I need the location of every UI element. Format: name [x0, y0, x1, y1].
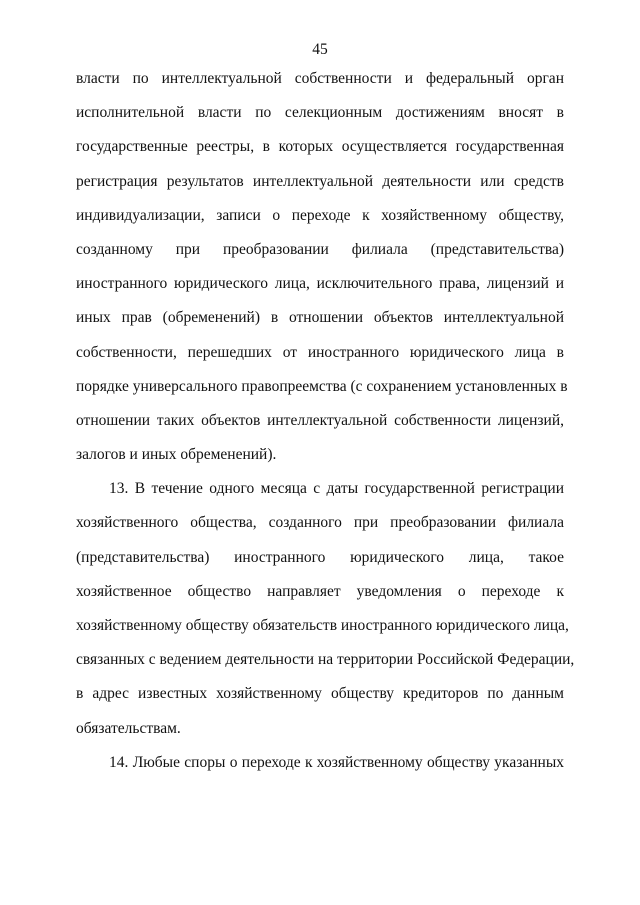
paragraph-item-14 — [76, 753, 564, 787]
text-line: хозяйственное общество направляет уведомления о переходе к — [76, 582, 564, 600]
paragraph — [76, 69, 568, 479]
text-line: собственности, перешедших от иностранного юридического лица в — [76, 343, 564, 361]
page-number: 45 — [312, 41, 328, 58]
document-body — [76, 69, 575, 787]
text-line: хозяйственного общества, созданного при преобразовании филиала — [76, 514, 564, 532]
text-line: государственные реестры, в которых осуществляется государственная — [76, 138, 564, 156]
text-line: регистрация результатов интеллектуальной деятельности или средств — [76, 172, 564, 190]
text-line: исполнительной власти по селекционным достижениям вносят в — [76, 104, 564, 122]
text-line: 13. В течение одного месяца с даты государственной регистрации — [109, 480, 564, 498]
text-line: иностранного юридического лица, исключительного права, лицензий и — [76, 275, 564, 293]
text-line: созданному при преобразовании филиала (представительства) — [76, 240, 564, 258]
text-line: власти по интеллектуальной собственности и федеральный орган — [76, 70, 564, 87]
text-line: 14. Любые споры о переходе к хозяйственному обществу указанных — [109, 753, 564, 771]
text-line: иных прав (обременений) в отношении объектов интеллектуальной — [76, 309, 564, 327]
text-line: связанных с ведением деятельности на территории Российской Федерации, — [76, 651, 575, 669]
paragraph-item-13 — [76, 479, 575, 753]
text-line: обязательствам. — [76, 719, 181, 737]
text-line: в адрес известных хозяйственному обществу кредиторов по данным — [76, 685, 564, 703]
text-line: хозяйственному обществу обязательств иностранного юридического лица, — [76, 617, 569, 634]
text-line: индивидуализации, записи о переходе к хозяйственному обществу, — [76, 206, 564, 224]
text-line: отношении таких объектов интеллектуальной собственности лицензий, — [76, 411, 564, 429]
text-line: порядке универсального правопреемства (с сохранением установленных в — [76, 377, 568, 395]
text-line: залогов и иных обременений). — [76, 446, 277, 464]
text-line: (представительства) иностранного юридического лица, такое — [76, 548, 564, 566]
